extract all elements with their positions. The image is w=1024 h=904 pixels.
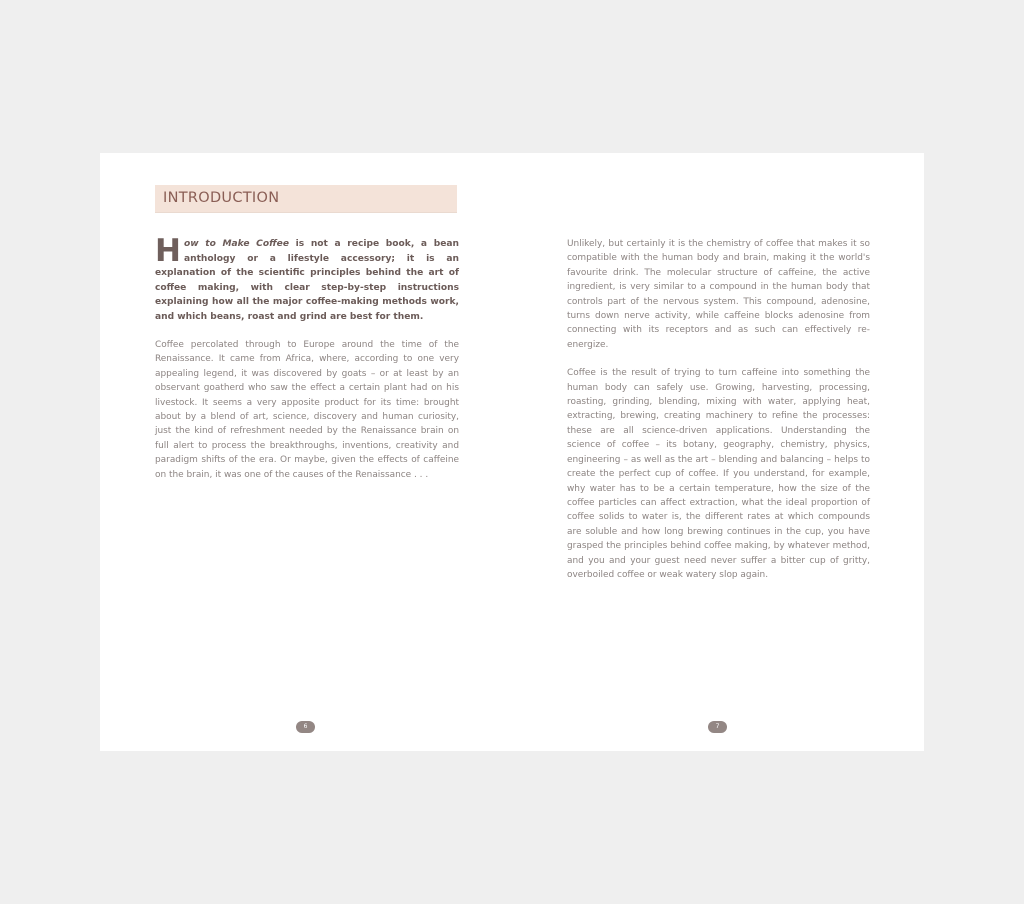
body-paragraph-science: Coffee is the result of trying to turn caffeine into something the human body can safely use. Growing, harvesting, processing, roasting, grinding, blending, mixing with water, applying heat, extracting, brewing, creating machinery to refine the processes: these are all science-driven applications. Understanding the science of coffee – its botany, geography, chemistry, physics, engineering – as well as the art – blending and balancing – helps to create the perfect cup of coffee. If you understand, for example, why water has to be a certain temperature, how the size of the coffee particles can affect extraction, what the ideal proportion of coffee solids to water is, the different rates at which compounds are soluble and how long brewing continues in the cup, you have grasped the principles behind coffee making, by whatever method, and you and your guest need never suffer a bitter cup of gritty, overboiled coffee or weak watery slop again.	[567, 368, 870, 580]
page-number-badge: 6	[296, 721, 315, 733]
book-title-italic: ow to Make Coffee	[183, 239, 290, 249]
section-heading-band	[155, 185, 457, 213]
book-spread	[100, 153, 924, 751]
body-paragraph-chemistry: Unlikely, but certainly it is the chemistry of coffee that makes it so compatible with the human body and brain, making it the world's favourite drink. The molecular structure of caffeine, the active ingredient, is very similar to a compound in the human body that controls part of the nervous system. This compound, adenosine, turns down nerve activity, while caffeine blocks adenosine from connecting with its receptors and as such can effectively re-energize.	[567, 239, 870, 350]
left-page	[100, 153, 512, 751]
right-text-column	[567, 237, 870, 582]
intro-lead-paragraph	[155, 233, 459, 324]
intro-lead-text: is not a recipe book, a bean anthology or a lifestyle accessory; it is an explanation of the scientific principles behind the art of coffee making, with clear step-by-step instructions explaining how all the major coffee-making methods work, and which beans, roast and grind are best for them.	[155, 239, 459, 322]
section-heading: INTRODUCTION	[163, 190, 280, 206]
left-text-column	[155, 233, 459, 482]
page-number-badge: 7	[708, 721, 727, 733]
drop-cap: H	[155, 233, 181, 269]
body-paragraph-renaissance: Coffee percolated through to Europe around the time of the Renaissance. It came from Africa, where, according to one very appealing legend, it was discovered by goats – or at least by an observant goatherd who saw the effect a certain plant had on his livestock. It seems a very apposite product for its time: brought about by a blend of art, science, discovery and human curiosity, just the kind of refreshment needed by the Renaissance brain on full alert to process the breakthroughs, inventions, creativity and paradigm shifts of the era. Or maybe, given the effects of caffeine on the brain, it was one of the causes of the Renaissance . . .	[155, 340, 459, 480]
right-page	[512, 153, 924, 751]
